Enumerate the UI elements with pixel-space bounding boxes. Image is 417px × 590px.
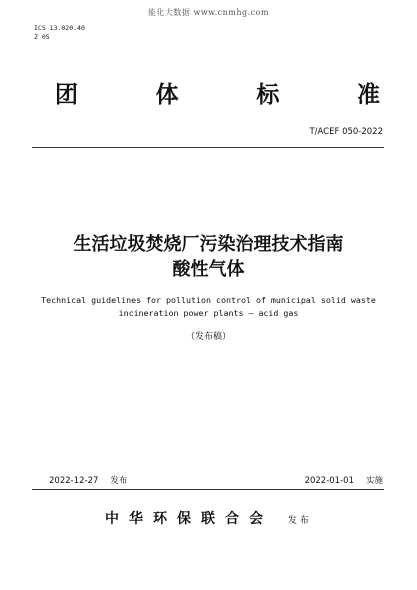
standard-type-heading — [55, 76, 380, 109]
chinese-title-line-2: 酸性气体 — [172, 259, 245, 280]
chinese-title — [0, 232, 417, 282]
publisher-line — [0, 508, 417, 528]
english-title-line-2: incineration power plants — acid gas — [118, 308, 299, 318]
ccs-code: Z 05 — [34, 33, 50, 41]
classification-block — [34, 24, 85, 42]
issue-date-block — [49, 474, 127, 486]
draft-label: （发布稿） — [185, 332, 231, 342]
standard-type-char: 团 — [55, 82, 78, 108]
watermark-text: 能化大数据 www.cnmhg.com — [147, 8, 270, 17]
standard-type-char: 准 — [356, 82, 380, 108]
standard-type-char: 体 — [155, 82, 179, 108]
standard-type-char: 标 — [256, 82, 280, 108]
standard-code: T/ACEF 050-2022 — [309, 127, 383, 137]
bottom-divider — [32, 489, 384, 490]
issue-label: 发布 — [110, 476, 128, 486]
publisher-suffix: 发布 — [287, 516, 312, 526]
implementation-label: 实施 — [365, 476, 383, 486]
english-title-line-1: Technical guidelines for pollution control of municipal solid waste — [41, 295, 376, 305]
ics-code: ICS 13.020.40 — [34, 24, 85, 32]
top-divider — [32, 147, 384, 148]
english-title — [0, 294, 417, 320]
implementation-date: 2022-01-01 — [304, 476, 354, 486]
chinese-title-line-1: 生活垃圾焚烧厂污染治理技术指南 — [73, 234, 344, 255]
issue-date: 2022-12-27 — [49, 476, 99, 486]
implementation-date-block — [305, 474, 383, 486]
publisher-name: 中华环保联合会 — [105, 511, 274, 527]
